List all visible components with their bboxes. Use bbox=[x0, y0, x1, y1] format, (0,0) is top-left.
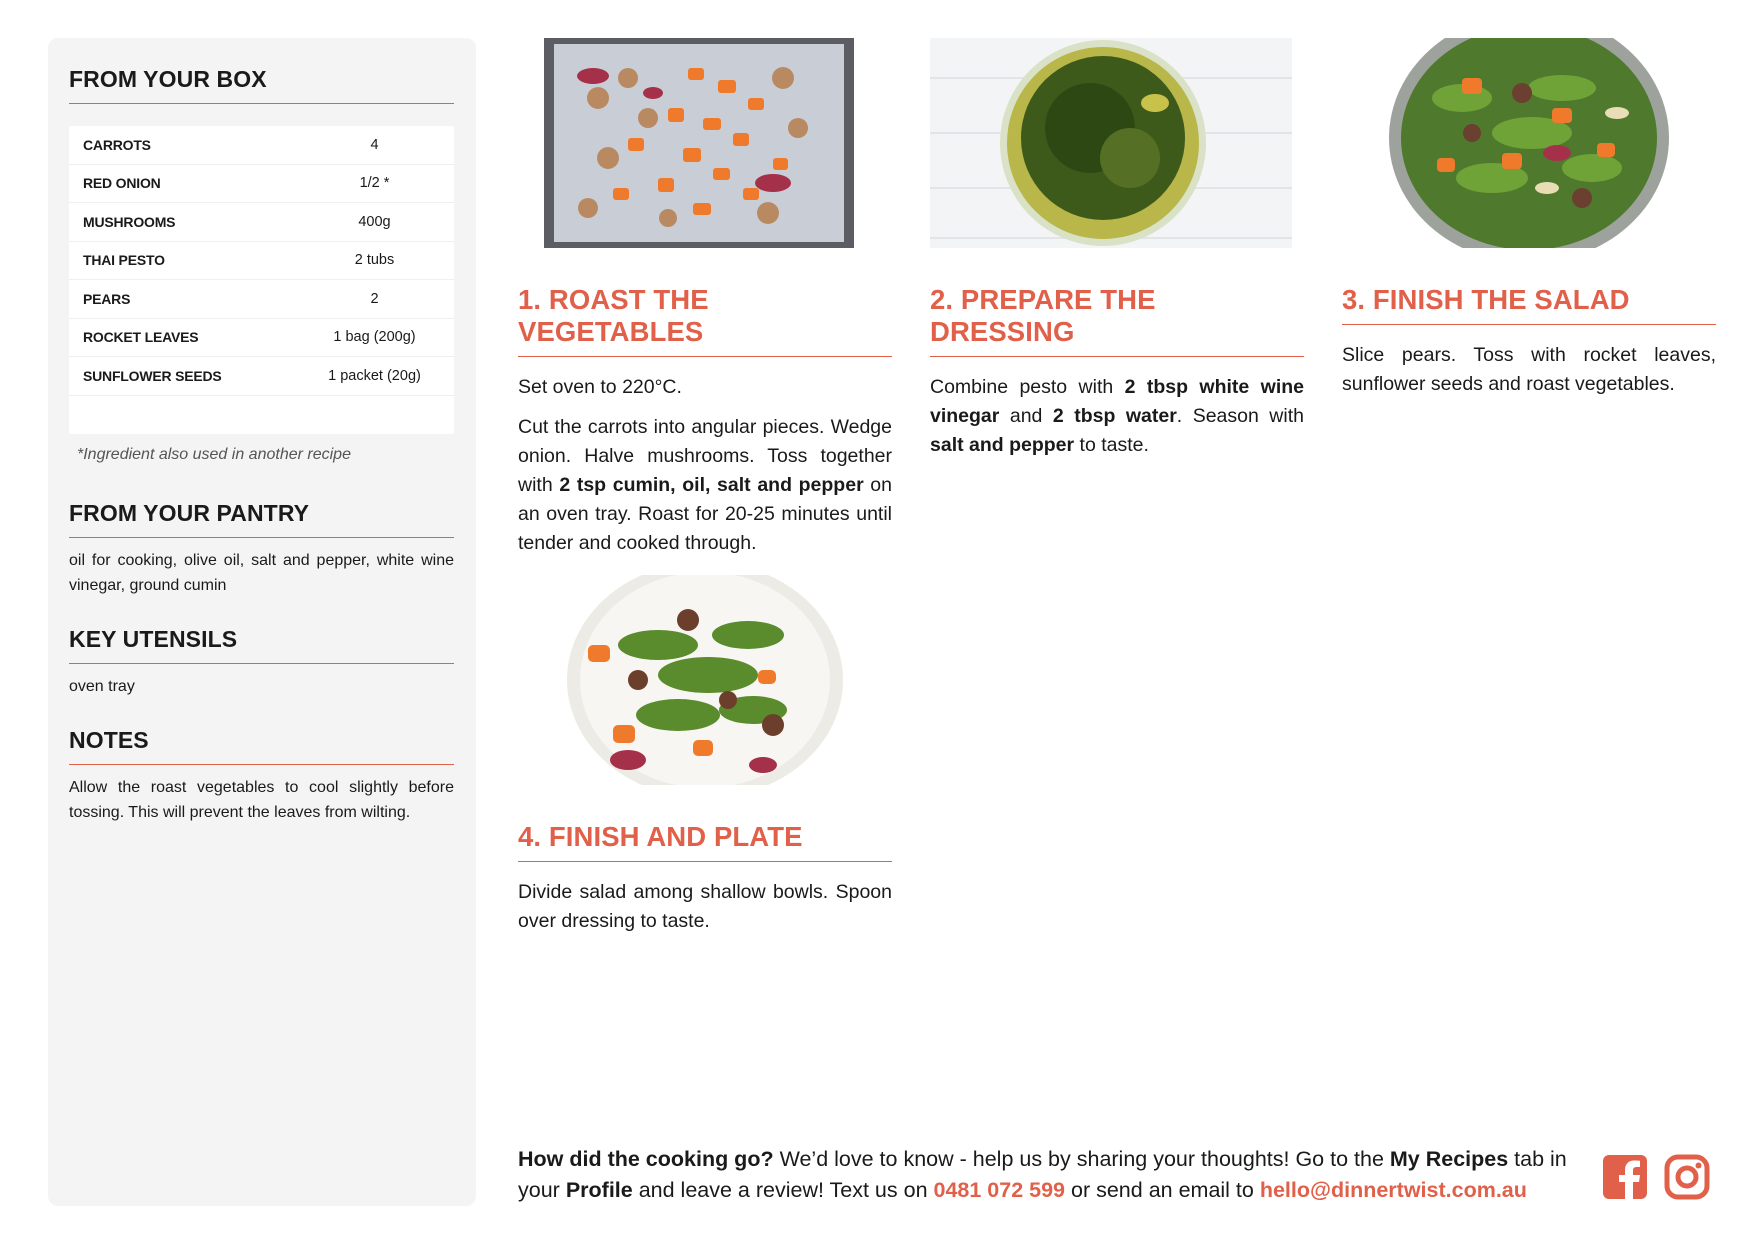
salad-bowl-photo bbox=[1342, 38, 1716, 248]
instagram-icon[interactable] bbox=[1664, 1154, 1710, 1200]
ingredient-name: MUSHROOMS bbox=[83, 213, 176, 230]
ingredient-name: ROCKET LEAVES bbox=[83, 329, 199, 346]
from-your-box-heading: FROM YOUR BOX bbox=[69, 66, 454, 104]
pantry-section bbox=[69, 500, 454, 598]
ingredient-qty: 1/2 * bbox=[359, 175, 390, 192]
ingredient-qty: 1 packet (20g) bbox=[328, 367, 421, 384]
roast-vegetables-tray-photo bbox=[518, 38, 892, 248]
step-2-title: 2. PREPARE THE DRESSING bbox=[930, 284, 1304, 357]
my-recipes-link[interactable]: My Recipes bbox=[1389, 1147, 1509, 1171]
ingredient-row bbox=[69, 126, 454, 165]
ingredient-name: PEARS bbox=[83, 290, 131, 307]
step-3-text: Slice pears. Toss with rocket leaves, sunflower seeds and roast vegetables. bbox=[1342, 344, 1716, 395]
phone-link[interactable]: 0481 072 599 bbox=[933, 1178, 1066, 1202]
pantry-heading: FROM YOUR PANTRY bbox=[69, 500, 454, 538]
ingredient-row bbox=[69, 319, 454, 358]
utensils-text: oven tray bbox=[69, 677, 135, 695]
utensils-heading: KEY UTENSILS bbox=[69, 626, 454, 664]
step-2-text-part: and bbox=[999, 405, 1053, 427]
profile-link[interactable]: Profile bbox=[565, 1178, 633, 1202]
ingredient-qty: 400g bbox=[358, 213, 391, 230]
ingredient-name: SUNFLOWER SEEDS bbox=[83, 367, 222, 384]
notes-text: Allow the roast vegetables to cool slightly before tossing. This will prevent the leaves from wilting. bbox=[69, 778, 454, 821]
ingredients-sidebar bbox=[48, 38, 476, 1206]
ingredient-name: CARROTS bbox=[83, 136, 151, 153]
step-1-title: 1. ROAST THE VEGETABLES bbox=[518, 284, 892, 357]
step-4-body bbox=[518, 878, 892, 936]
ingredient-name: RED ONION bbox=[83, 175, 161, 192]
step-2-text-part: to taste. bbox=[1074, 434, 1149, 456]
pesto-dressing-bowl-photo bbox=[930, 38, 1304, 248]
pantry-text: oil for cooking, olive oil, salt and pepper, white wine vinegar, ground cumin bbox=[69, 551, 454, 594]
ingredient-name: THAI PESTO bbox=[83, 252, 165, 269]
step-1-text-part: on an oven tray. Roast for 20-25 minutes until tender and cooked through. bbox=[518, 474, 893, 554]
step-2-text bbox=[930, 373, 1304, 460]
footer-text: and leave a review! Text us on bbox=[632, 1178, 934, 1202]
ingredient-row bbox=[69, 203, 454, 242]
ingredient-row bbox=[69, 242, 454, 281]
step-1 bbox=[518, 38, 892, 558]
notes-heading: NOTES bbox=[69, 727, 454, 765]
step-2-text-part: . Season with bbox=[1176, 405, 1304, 427]
facebook-icon[interactable] bbox=[1602, 1154, 1648, 1200]
step-1-text-part: Cut the carrots into angular pieces. Wedge onion. Halve mushrooms. Toss together with bbox=[518, 416, 892, 496]
step-4 bbox=[518, 575, 892, 936]
step-3-title: 3. FINISH THE SALAD bbox=[1342, 284, 1716, 325]
plated-salad-photo bbox=[518, 575, 892, 785]
step-3 bbox=[1342, 38, 1716, 399]
ingredient-row bbox=[69, 357, 454, 396]
notes-section bbox=[69, 727, 454, 825]
ingredient-qty: 1 bag (200g) bbox=[333, 329, 416, 346]
ingredient-qty: 4 bbox=[370, 136, 379, 153]
step-4-title: 4. FINISH AND PLATE bbox=[518, 821, 892, 862]
ingredient-row bbox=[69, 165, 454, 204]
ingredients-table bbox=[69, 126, 454, 434]
email-link[interactable]: hello@dinnertwist.com.au bbox=[1259, 1178, 1527, 1202]
step-2-text-part: Combine pesto with bbox=[930, 376, 1125, 398]
footer-text: We’d love to know - help us by sharing your thoughts! Go to the bbox=[773, 1147, 1390, 1171]
step-3-body bbox=[1342, 341, 1716, 399]
step-2-ingredient-emphasis: 2 tbsp water bbox=[1052, 405, 1177, 427]
ingredient-qty: 2 tubs bbox=[354, 252, 395, 269]
step-2-ingredient-emphasis: 2 tbsp white wine vinegar bbox=[930, 376, 1305, 427]
step-1-ingredient-emphasis: 2 tsp cumin, oil, salt and pepper bbox=[559, 474, 864, 496]
ingredient-row-empty bbox=[69, 396, 454, 434]
step-4-text: Divide salad among shallow bowls. Spoon over dressing to taste. bbox=[518, 881, 892, 932]
step-1-body bbox=[518, 373, 892, 558]
utensils-section bbox=[69, 626, 454, 699]
step-1-text bbox=[518, 413, 892, 558]
step-2-body bbox=[930, 373, 1304, 460]
step-2 bbox=[930, 38, 1304, 460]
step-2-ingredient-emphasis: salt and pepper bbox=[930, 434, 1075, 456]
ingredient-qty: 2 bbox=[370, 290, 379, 307]
feedback-footer bbox=[518, 1144, 1578, 1206]
footer-text: or send an email to bbox=[1065, 1178, 1260, 1202]
ingredient-footnote: *Ingredient also used in another recipe bbox=[77, 445, 351, 463]
ingredient-row bbox=[69, 280, 454, 319]
step-1-text: Set oven to 220°C. bbox=[518, 376, 682, 398]
footer-text: tab in your bbox=[518, 1147, 1567, 1202]
footer-question: How did the cooking go? bbox=[518, 1147, 774, 1171]
